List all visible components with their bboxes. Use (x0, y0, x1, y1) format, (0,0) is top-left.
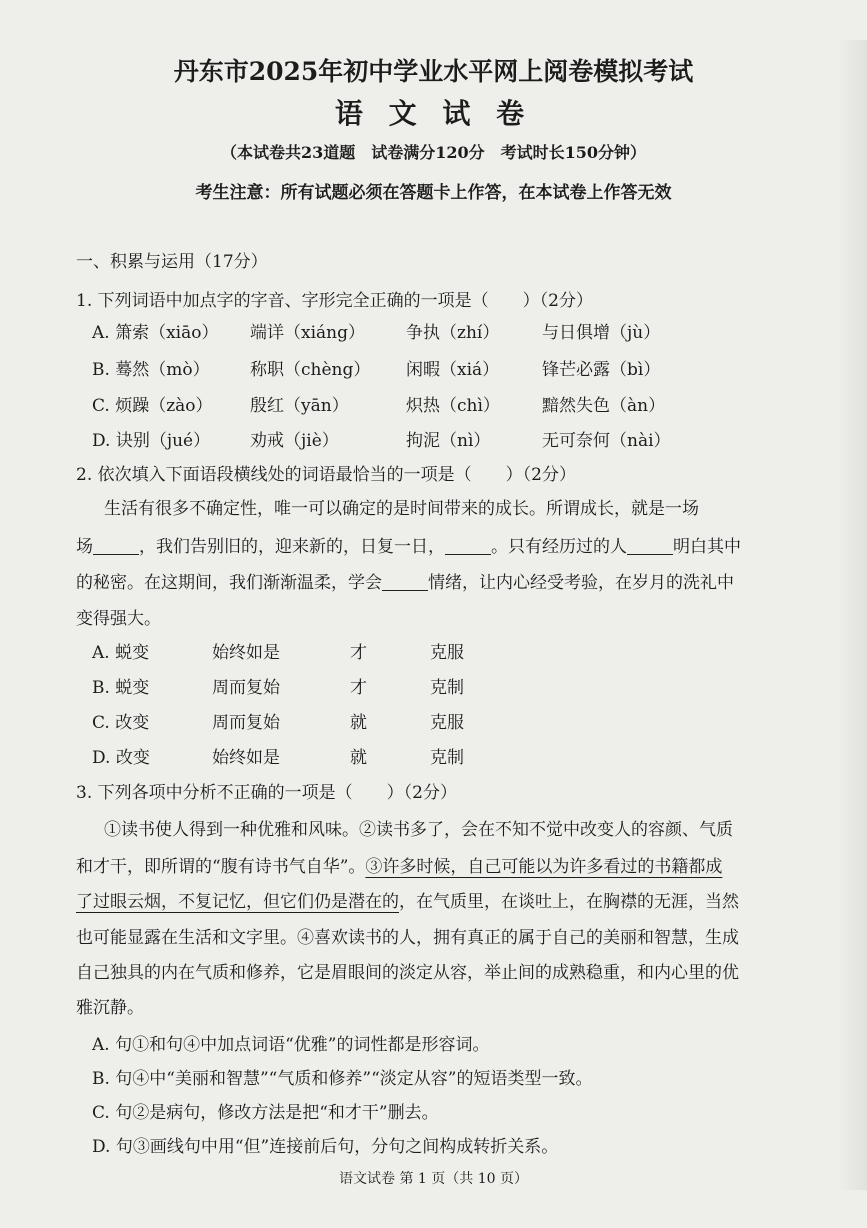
q3-text: 和才干，即所谓的“腹有诗书气自华”。 (76, 857, 366, 877)
q1-d-4: 无可奈何（nài） (542, 431, 671, 451)
subject-title: 语 文 试 卷 (334, 97, 533, 130)
q2-passage-line2 (76, 532, 741, 557)
q1-a-3: 争执（zhí） (406, 323, 500, 343)
q3-underlined-sentence: 了过眼云烟，不复记忆，但它们仍是潜在的 (76, 892, 399, 912)
q3-passage-line4: 也可能显露在生活和文字里。④喜欢读书的人，拥有真正的属于自己的美丽和智慧，生成 (76, 928, 739, 948)
q2-d-3: 就 (350, 748, 367, 768)
q1-c-3: 炽热（chì） (406, 396, 500, 416)
q2-c-3: 就 (350, 713, 367, 733)
q1-a-1: A. 箫索（xiāo） (92, 323, 219, 343)
q3-option-c: C. 句②是病句，修改方法是把“和才干”删去。 (92, 1103, 439, 1123)
q2-a-1: A. 蜕变 (92, 643, 150, 663)
q1-a-2: 端详（xiáng） (250, 323, 365, 343)
q2-a-2: 始终如是 (212, 643, 280, 663)
q1-c-4: 黯然失色（àn） (542, 396, 666, 416)
q2-b-4: 克制 (430, 678, 464, 698)
exam-info: （本试卷共23道题 试卷满分120分 考试时长150分钟） (220, 143, 647, 162)
exam-notice: 考生注意：所有试题必须在答题卡上作答，在本试卷上作答无效 (195, 183, 672, 203)
q1-c-1: C. 烦躁（zào） (92, 396, 213, 416)
q1-b-4: 锋芒必露（bì） (542, 360, 661, 380)
q3-passage-line3 (76, 887, 739, 912)
exam-title: 丹东市2025年初中学业水平网上阅卷模拟考试 (173, 57, 694, 86)
q1-d-2: 劝戒（jiè） (250, 431, 339, 451)
q2-d-1: D. 改变 (92, 748, 150, 768)
q1-b-1: B. 蓦然（mò） (92, 360, 210, 380)
q1-b-2: 称职（chèng） (250, 360, 371, 380)
q2-blank-1 (93, 536, 139, 555)
page-footer: 语文试卷 第 1 页（共 10 页） (339, 1171, 528, 1187)
q3-option-b: B. 句④中“美丽和智慧”“气质和修养”“淡定从容”的短语类型一致。 (92, 1069, 593, 1089)
page-edge-shadow (837, 40, 867, 1190)
q2-text: 情绪，让内心经受考验，在岁月的洗礼中 (428, 573, 734, 593)
q3-option-a: A. 句①和句④中加点词语“优雅”的词性都是形容词。 (92, 1035, 490, 1055)
q1-b-3: 闲暇（xiá） (406, 360, 500, 380)
q3-underlined-sentence: ③许多时候，自己可能以为许多看过的书籍都成 (365, 857, 723, 877)
q2-text: 。只有经历过的人 (491, 537, 627, 557)
q2-blank-4 (382, 572, 428, 591)
q3-stem: 3. 下列各项中分析不正确的一项是（ ）（2分） (76, 783, 457, 803)
q2-c-4: 克服 (430, 713, 464, 733)
section-title: 一、积累与运用（17分） (76, 252, 268, 272)
q2-text: 明白其中 (673, 537, 741, 557)
q1-a-4: 与日俱增（jù） (542, 323, 661, 343)
q2-a-4: 克服 (430, 643, 464, 663)
q2-blank-3 (627, 536, 673, 555)
q3-passage-line5: 自己独具的内在气质和修养，它是眉眼间的淡定从容，举止间的成熟稳重，和内心里的优 (76, 963, 739, 983)
q1-d-1: D. 诀别（jué） (92, 431, 211, 451)
q2-b-1: B. 蜕变 (92, 678, 150, 698)
q3-passage-line1: ①读书使人得到一种优雅和风味。②读书多了，会在不知不觉中改变人的容颜、气质 (104, 820, 733, 840)
q2-text: 的秘密。在这期间，我们渐渐温柔，学会 (76, 573, 382, 593)
q2-text: ，我们告别旧的，迎来新的，日复一日， (139, 537, 445, 557)
q2-blank-2 (445, 536, 491, 555)
q2-d-2: 始终如是 (212, 748, 280, 768)
q2-c-2: 周而复始 (212, 713, 280, 733)
q2-c-1: C. 改变 (92, 713, 150, 733)
q1-stem: 1. 下列词语中加点字的字音、字形完全正确的一项是（ ）（2分） (76, 291, 593, 311)
q3-passage-line2 (76, 852, 722, 877)
q2-a-3: 才 (350, 643, 367, 663)
q2-passage-line4: 变得强大。 (76, 609, 161, 629)
q2-passage-line1: 生活有很多不确定性，唯一可以确定的是时间带来的成长。所谓成长，就是一场 (104, 499, 699, 519)
q3-passage-line6: 雅沉静。 (76, 998, 144, 1018)
q1-c-2: 殷红（yān） (250, 396, 349, 416)
q2-b-3: 才 (350, 678, 367, 698)
q2-b-2: 周而复始 (212, 678, 280, 698)
q3-text: ，在气质里，在谈吐上，在胸襟的无涯，当然 (399, 892, 739, 912)
q2-text: 场 (76, 537, 93, 557)
q2-passage-line3 (76, 568, 734, 593)
q2-stem: 2. 依次填入下面语段横线处的词语最恰当的一项是（ ）（2分） (76, 465, 576, 485)
q2-d-4: 克制 (430, 748, 464, 768)
q3-option-d: D. 句③画线句中用“但”连接前后句，分句之间构成转折关系。 (92, 1137, 559, 1157)
q1-d-3: 拘泥（nì） (406, 431, 491, 451)
